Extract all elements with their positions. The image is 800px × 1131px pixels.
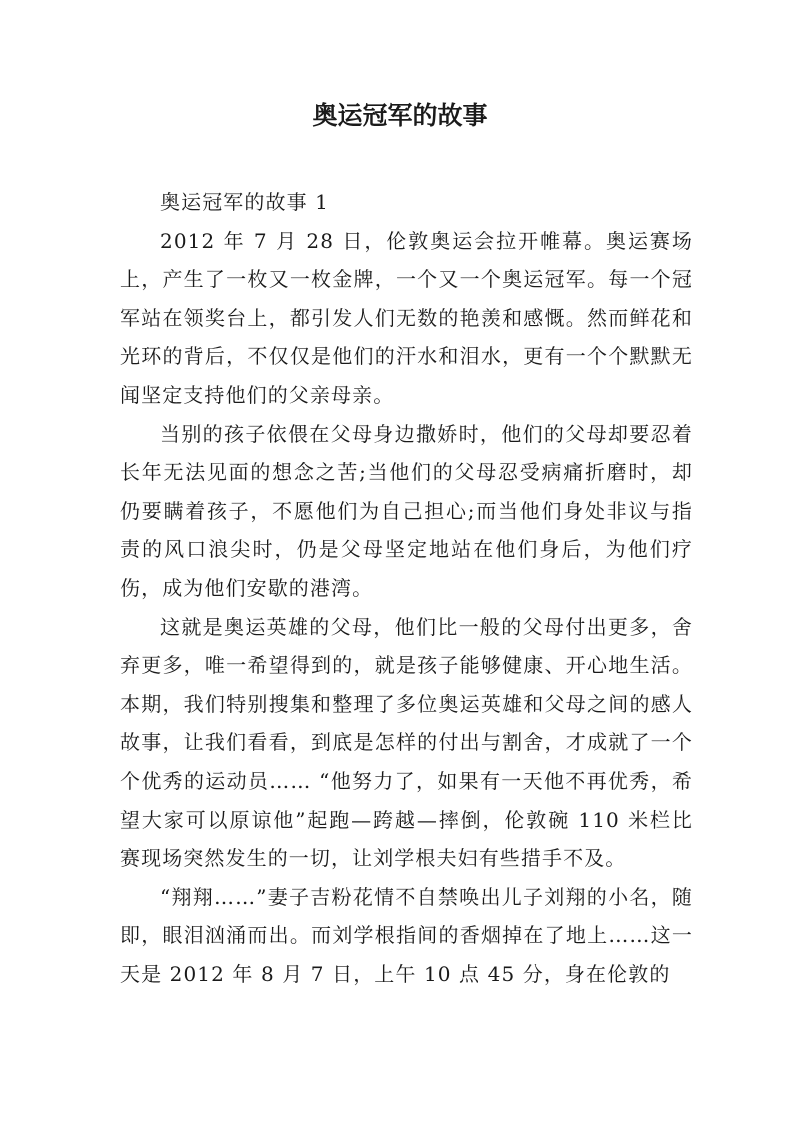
paragraph: 当别的孩子依偎在父母身边撒娇时，他们的父母却要忍着长年无法见面的想念之苦;当他们的父母忍受病痛折磨时，却仍要瞒着孩子，不愿他们为自己担心;而当他们身处非议与指责的风口浪尖时，仍是父母坚定地站在他们身后，为他们疗伤，成为他们安歇的港湾。 xyxy=(120,421,693,600)
paragraph: 这就是奥运英雄的父母，他们比一般的父母付出更多，舍弃更多，唯一希望得到的，就是孩子能够健康、开心地生活。本期，我们特别搜集和整理了多位奥运英雄和父母之间的感人故事，让我们看看，到底是怎样的付出与割舍，才成就了一个个优秀的运动员…… “他努力了，如果有一天他不再优秀，希望大家可以原谅他”起跑—跨越—摔倒，伦敦碗 110 米栏比赛现场突然发生的一切，让刘学根夫妇有些措手不及。 xyxy=(120,614,693,871)
paragraph: 2012 年 7 月 28 日，伦敦奥运会拉开帷幕。奥运赛场上，产生了一枚又一枚金牌，一个又一个奥运冠军。每一个冠军站在领奖台上，都引发人们无数的艳羡和感慨。然而鲜花和光环的背后，不仅仅是他们的汗水和泪水，更有一个个默默无闻坚定支持他们的父亲母亲。 xyxy=(120,228,693,407)
page-title: 奥运冠军的故事 xyxy=(312,101,488,130)
document-body xyxy=(120,183,693,993)
paragraph: “翔翔……”妻子吉粉花情不自禁唤出儿子刘翔的小名，随即，眼泪汹涌而出。而刘学根指间的香烟掉在了地上……这一天是 2012 年 8 月 7 日，上午 10 点 45 分，身在伦敦的 xyxy=(120,884,693,986)
section-heading: 奥运冠军的故事 1 xyxy=(160,190,329,214)
